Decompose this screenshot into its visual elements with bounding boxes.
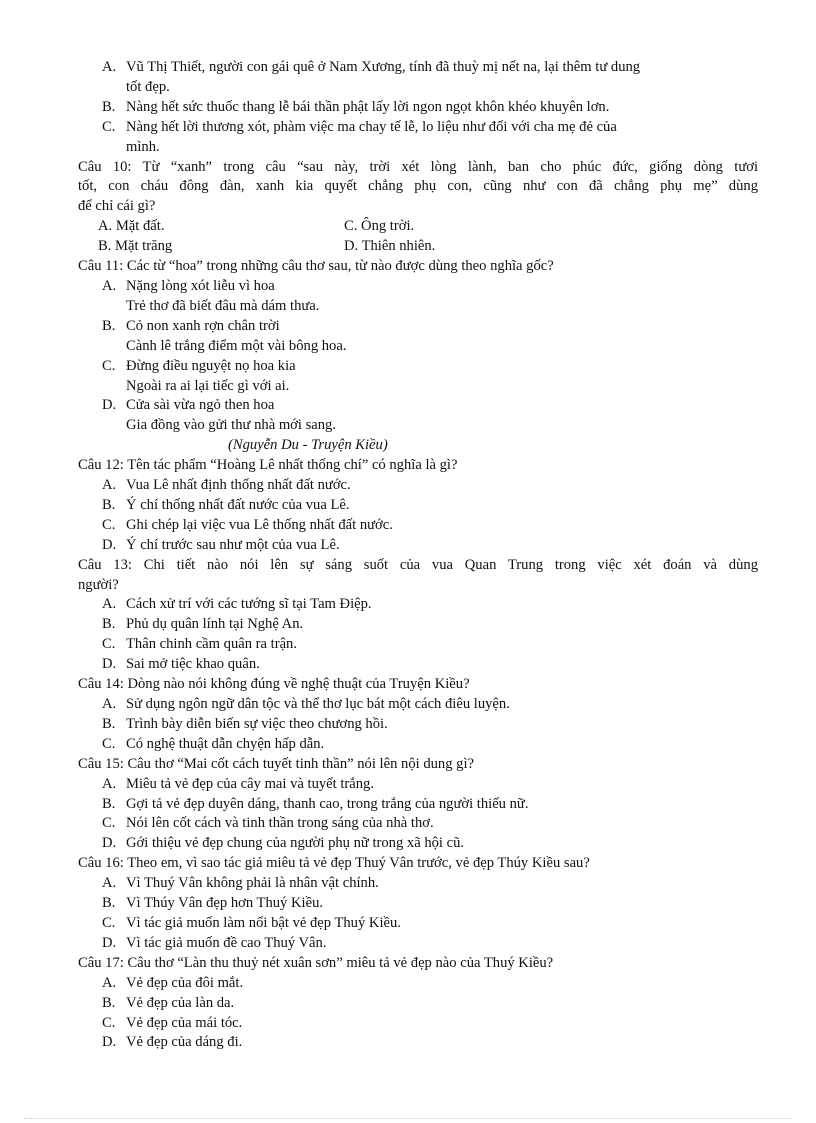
q9-option-a: A. Vũ Thị Thiết, người con gái quê ở Nam Xương, tính đã thuỳ mị nết na, lại thêm tư dung <box>102 59 641 75</box>
q11-option-b: B. Cỏ non xanh rợn chân trời <box>102 317 280 334</box>
q17-option-b: B. Vẻ đẹp của làn da. <box>102 994 235 1011</box>
q15-option-d: D. Gới thiệu vẻ đẹp chung của người phụ nữ trong xã hội cũ. <box>102 835 465 852</box>
q11-question: Câu 11: Các từ “hoa” trong những câu thơ sau, từ nào được dùng theo nghĩa gốc? <box>78 258 554 275</box>
q12-option-b: B. Ý chí thống nhất đất nước của vua Lê. <box>102 496 350 513</box>
q14-option-a: A. Sử dụng ngôn ngữ dân tộc và thể thơ lục bát một cách điêu luyện. <box>102 696 510 712</box>
q11-option-a: A. Nặng lòng xót liễu vì hoa <box>102 277 275 294</box>
q10-option-b: B. Mặt trăng <box>98 238 173 255</box>
q10-option-c: C. Ông trời. <box>344 218 415 235</box>
q10-options-row1 <box>78 217 758 237</box>
q9-option-a-cont: tốt đẹp. <box>126 78 170 95</box>
q9-option-b: B. Nàng hết sức thuốc thang lễ bái thần phật lấy lời ngon ngọt khôn khéo khuyên lơn. <box>102 98 610 115</box>
q12-option-c: C. Ghi chép lại việc vua Lê thống nhất đất nước. <box>102 516 393 533</box>
q17-option-d: D. Vẻ đẹp của dáng đi. <box>102 1034 243 1051</box>
q10-option-a: A. Mặt đất. <box>98 218 165 235</box>
q10-question-line2: tốt, con cháu đông đàn, xanh kia quyết chẳng phụ con, cũng như con đã chẳng phụ mẹ” dùng <box>78 178 758 195</box>
q15-option-a: A. Miêu tả vẻ đẹp của cây mai và tuyết trắng. <box>102 775 374 792</box>
q13-option-b: B. Phủ dụ quân lính tại Nghệ An. <box>102 616 304 633</box>
q16-option-a: A. Vì Thuý Vân không phải là nhân vật chính. <box>102 875 379 892</box>
q13-option-c: C. Thân chinh cầm quân ra trận. <box>102 636 297 653</box>
q14-question: Câu 14: Dòng nào nói không đúng về nghệ thuật của Truyện Kiều? <box>78 676 470 693</box>
q17-option-c: C. Vẻ đẹp của mái tóc. <box>102 1014 243 1031</box>
q11-option-c: C. Đừng điều nguyệt nọ hoa kia <box>102 357 296 374</box>
q15-option-c: C. Nói lên cốt cách và tinh thần trong sáng của nhà thơ. <box>102 815 434 832</box>
q11-option-d: D. Cửa sài vừa ngỏ then hoa <box>102 397 275 414</box>
q11-option-a-verse2: Trẻ thơ đã biết đâu mà dám thưa. <box>126 297 320 314</box>
exam-content <box>78 58 758 1053</box>
q12-question: Câu 12: Tên tác phẩm “Hoàng Lê nhất thống chí” có nghĩa là gì? <box>78 457 458 474</box>
q17-option-a: A. Vẻ đẹp của đôi mắt. <box>102 974 244 991</box>
q15-question: Câu 15: Câu thơ “Mai cốt cách tuyết tinh thần” nói lên nội dung gì? <box>78 755 474 772</box>
q9-option-c-cont: mình. <box>126 138 160 155</box>
q10-question-line3: để chỉ cái gì? <box>78 198 156 215</box>
q16-question: Câu 16: Theo em, vì sao tác giả miêu tả vẻ đẹp Thuý Vân trước, vẻ đẹp Thúy Kiều sau? <box>78 855 590 872</box>
q13-question-line1: Câu 13: Chi tiết nào nói lên sự sáng suốt của vua Quan Trung trong việc xét đoán và dùng <box>78 556 758 573</box>
q13-option-a: A. Cách xử trí với các tướng sĩ tại Tam Điệp. <box>102 596 372 613</box>
q11-option-c-verse2: Ngoài ra ai lại tiếc gì với ai. <box>126 377 290 394</box>
q11-option-d-verse2: Gia đồng vào gửi thư nhà mới sang. <box>126 417 336 434</box>
q17-question: Câu 17: Câu thơ “Làn thu thuỷ nét xuân sơn” miêu tả vẻ đẹp nào của Thuý Kiều? <box>78 954 554 971</box>
q15-option-b: B. Gợi tả vẻ đẹp duyên dáng, thanh cao, trong trắng của người thiếu nữ. <box>102 795 529 812</box>
q12-option-a: A. Vua Lê nhất định thống nhất đất nước. <box>102 477 351 494</box>
page-bottom-divider <box>24 1118 792 1119</box>
q10-option-d: D. Thiên nhiên. <box>344 238 436 255</box>
q9-option-c: C. Nàng hết lời thương xót, phàm việc ma chay tế lễ, lo liệu như đối với cha mẹ đẻ của <box>102 118 617 135</box>
q16-option-c: C. Vì tác giả muốn làm nổi bật vẻ đẹp Thuý Kiều. <box>102 914 401 931</box>
q14-option-c: C. Có nghệ thuật dẫn chyện hấp dẫn. <box>102 735 325 752</box>
q11-option-b-verse2: Cành lê trắng điểm một vài bông hoa. <box>126 337 347 354</box>
q14-option-b: B. Trình bày diễn biến sự việc theo chương hồi. <box>102 715 388 732</box>
q13-question-line2: người? <box>78 576 119 593</box>
q13-option-d: D. Sai mở tiệc khao quân. <box>102 656 260 673</box>
q12-option-d: D. Ý chí trước sau như một của vua Lê. <box>102 536 340 553</box>
q16-option-b: B. Vì Thúy Vân đẹp hơn Thuý Kiều. <box>102 895 324 912</box>
q11-citation: (Nguyễn Du - Truyện Kiều) <box>228 437 388 454</box>
q10-question-line1: Câu 10: Từ “xanh” trong câu “sau này, trời xét lòng lành, ban cho phúc đức, giống dòng tươi <box>78 158 758 175</box>
q10-options-row2 <box>78 237 758 257</box>
q16-option-d: D. Vì tác giả muốn đề cao Thuý Vân. <box>102 934 327 951</box>
